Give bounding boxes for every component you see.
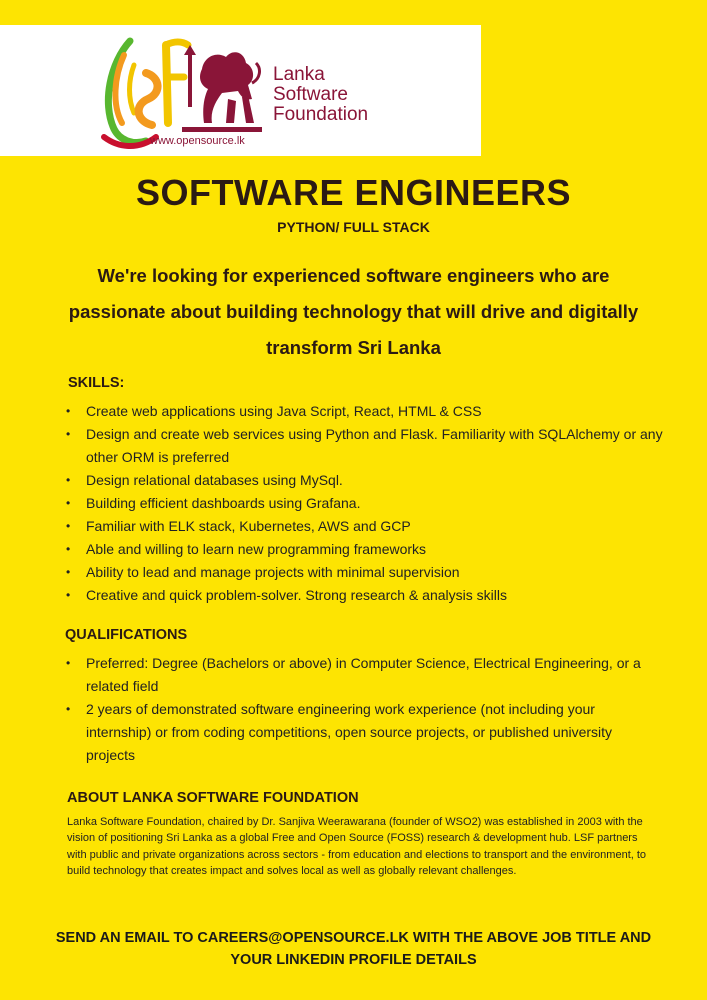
list-item: • Building efficient dashboards using Grafana. bbox=[64, 492, 664, 515]
job-title: SOFTWARE ENGINEERS bbox=[135, 172, 572, 213]
call-to-action: SEND AN EMAIL TO CAREERS@OPENSOURCE.LK WITH THE ABOVE JOB TITLE AND YOUR LINKEDIN PROFILE DETAILS bbox=[55, 930, 652, 968]
skills-list bbox=[64, 400, 664, 607]
qualifications-list bbox=[64, 652, 644, 767]
list-item: • Creative and quick problem-solver. Strong research & analysis skills bbox=[64, 584, 664, 607]
list-item: • Create web applications using Java Script, React, HTML & CSS bbox=[64, 400, 664, 423]
sri-lanka-lion-icon bbox=[182, 39, 262, 139]
lsf-logo-icon bbox=[100, 33, 192, 151]
org-name: Lanka Software Foundation bbox=[273, 64, 369, 125]
tagline: We're looking for experienced software engineers who are passionate about building technology that will drive and digitally transform Sri Lanka bbox=[68, 265, 639, 358]
list-item: • Familiar with ELK stack, Kubernetes, AWS and GCP bbox=[64, 515, 664, 538]
list-item: • 2 years of demonstrated software engineering work experience (not including your internship) or from coding competitions, open source projects, or published university projects bbox=[64, 698, 644, 767]
list-item: • Able and willing to learn new programming frameworks bbox=[64, 538, 664, 561]
list-item: • Design and create web services using Python and Flask. Familiarity with SQLAlchemy or any other ORM is preferred bbox=[64, 423, 664, 469]
list-item: • Ability to lead and manage projects with minimal supervision bbox=[64, 561, 664, 584]
job-subtitle: PYTHON/ FULL STACK bbox=[277, 219, 430, 235]
header-logo-panel bbox=[0, 25, 481, 156]
about-text: Lanka Software Foundation, chaired by Dr. Sanjiva Weerawarana (founder of WSO2) was established in 2003 with the vision of positioning Sri Lanka as a global Free and Open Source (FOSS) research & development hub. LSF partners with public and private organizations across sectors - from education and elections to transport and the environment, to build technology that creates impact and solves local as well as globally relevant challenges. bbox=[67, 816, 647, 877]
org-website-link[interactable]: www.opensource.lk bbox=[150, 135, 245, 147]
list-item: • Preferred: Degree (Bachelors or above) in Computer Science, Electrical Engineering, or a related field bbox=[64, 652, 644, 698]
about-heading: ABOUT LANKA SOFTWARE FOUNDATION bbox=[67, 790, 359, 806]
qualifications-heading: QUALIFICATIONS bbox=[65, 627, 188, 643]
skills-heading: SKILLS: bbox=[68, 375, 125, 391]
list-item: • Design relational databases using MySql. bbox=[64, 469, 664, 492]
